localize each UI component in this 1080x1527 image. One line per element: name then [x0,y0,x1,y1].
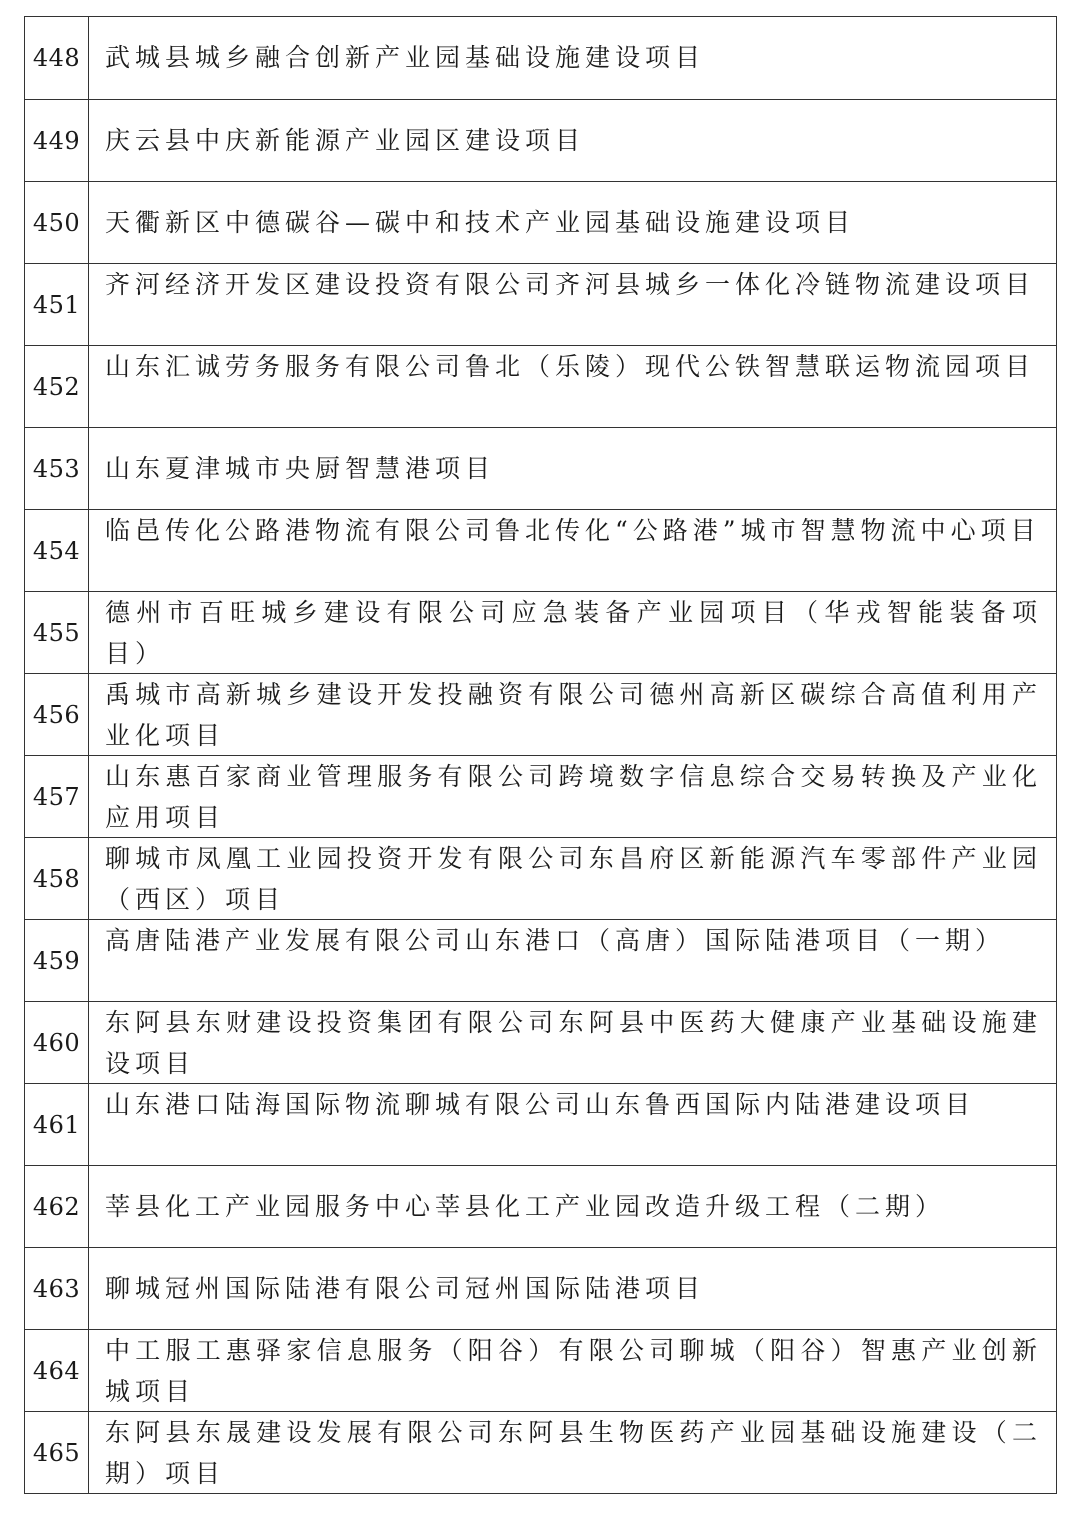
table-row [25,345,1056,427]
project-name: 莘县化工产业园服务中心莘县化工产业园改造升级工程（二期） [105,1191,946,1221]
project-name: 临邑传化公路港物流有限公司鲁北传化“公路港”城市智慧物流中心项目 [105,516,1041,545]
table-row [25,1411,1056,1493]
project-name: 山东港口陆海国际物流聊城有限公司山东鲁西国际内陆港建设项目 [105,1090,976,1119]
table-row [25,99,1056,181]
table-row [25,427,1056,509]
row-number: 454 [25,510,89,591]
project-name: 禹城市高新城乡建设开发投融资有限公司德州高新区碳综合高值利用产业化项目 [105,680,1042,750]
row-number: 453 [25,428,89,509]
project-name: 高唐陆港产业发展有限公司山东港口（高唐）国际陆港项目（一期） [105,926,1006,955]
project-name: 山东夏津城市央厨智慧港项目 [105,453,496,483]
table-row [25,1247,1056,1329]
row-number: 451 [25,264,89,345]
table-row [25,591,1056,673]
row-number: 458 [25,838,89,919]
row-number: 452 [25,346,89,427]
table-row [25,1329,1056,1411]
table-row [25,755,1056,837]
project-name: 德州市百旺城乡建设有限公司应急装备产业园项目（华戎智能装备项目） [105,598,1042,668]
project-name: 山东惠百家商业管理服务有限公司跨境数字信息综合交易转换及产业化应用项目 [105,762,1042,832]
row-number: 463 [25,1248,89,1329]
project-name: 聊城冠州国际陆港有限公司冠州国际陆港项目 [105,1273,706,1303]
project-table [24,16,1057,1494]
project-name: 东阿县东财建设投资集团有限公司东阿县中医药大健康产业基础设施建设项目 [105,1008,1042,1078]
row-number: 461 [25,1084,89,1165]
project-name: 聊城市凤凰工业园投资开发有限公司东昌府区新能源汽车零部件产业园（西区）项目 [105,844,1042,914]
project-name: 庆云县中庆新能源产业园区建设项目 [105,125,586,155]
table-row [25,1083,1056,1165]
table-row [25,509,1056,591]
table-row [25,17,1056,99]
project-name: 齐河经济开发区建设投资有限公司齐河县城乡一体化冷链物流建设项目 [105,270,1036,299]
row-number: 455 [25,592,89,673]
table-row [25,673,1056,755]
row-number: 448 [25,17,89,99]
project-name: 中工服工惠驿家信息服务（阳谷）有限公司聊城（阳谷）智惠产业创新城项目 [105,1336,1042,1406]
project-name: 山东汇诚劳务服务有限公司鲁北（乐陵）现代公铁智慧联运物流园项目 [105,352,1036,381]
row-number: 464 [25,1330,89,1411]
project-name: 天衢新区中德碳谷—碳中和技术产业园基础设施建设项目 [105,207,856,237]
table-row [25,837,1056,919]
row-number: 457 [25,756,89,837]
project-name: 武城县城乡融合创新产业园基础设施建设项目 [105,43,706,72]
row-number: 449 [25,100,89,181]
project-name: 东阿县东晟建设发展有限公司东阿县生物医药产业园基础设施建设（二期）项目 [105,1418,1042,1488]
row-number: 459 [25,920,89,1001]
table-row [25,263,1056,345]
table-row [25,181,1056,263]
row-number: 460 [25,1002,89,1083]
table-row [25,1165,1056,1247]
row-number: 462 [25,1166,89,1247]
table-row [25,919,1056,1001]
row-number: 450 [25,182,89,263]
table-row [25,1001,1056,1083]
row-number: 456 [25,674,89,755]
row-number: 465 [25,1412,89,1493]
